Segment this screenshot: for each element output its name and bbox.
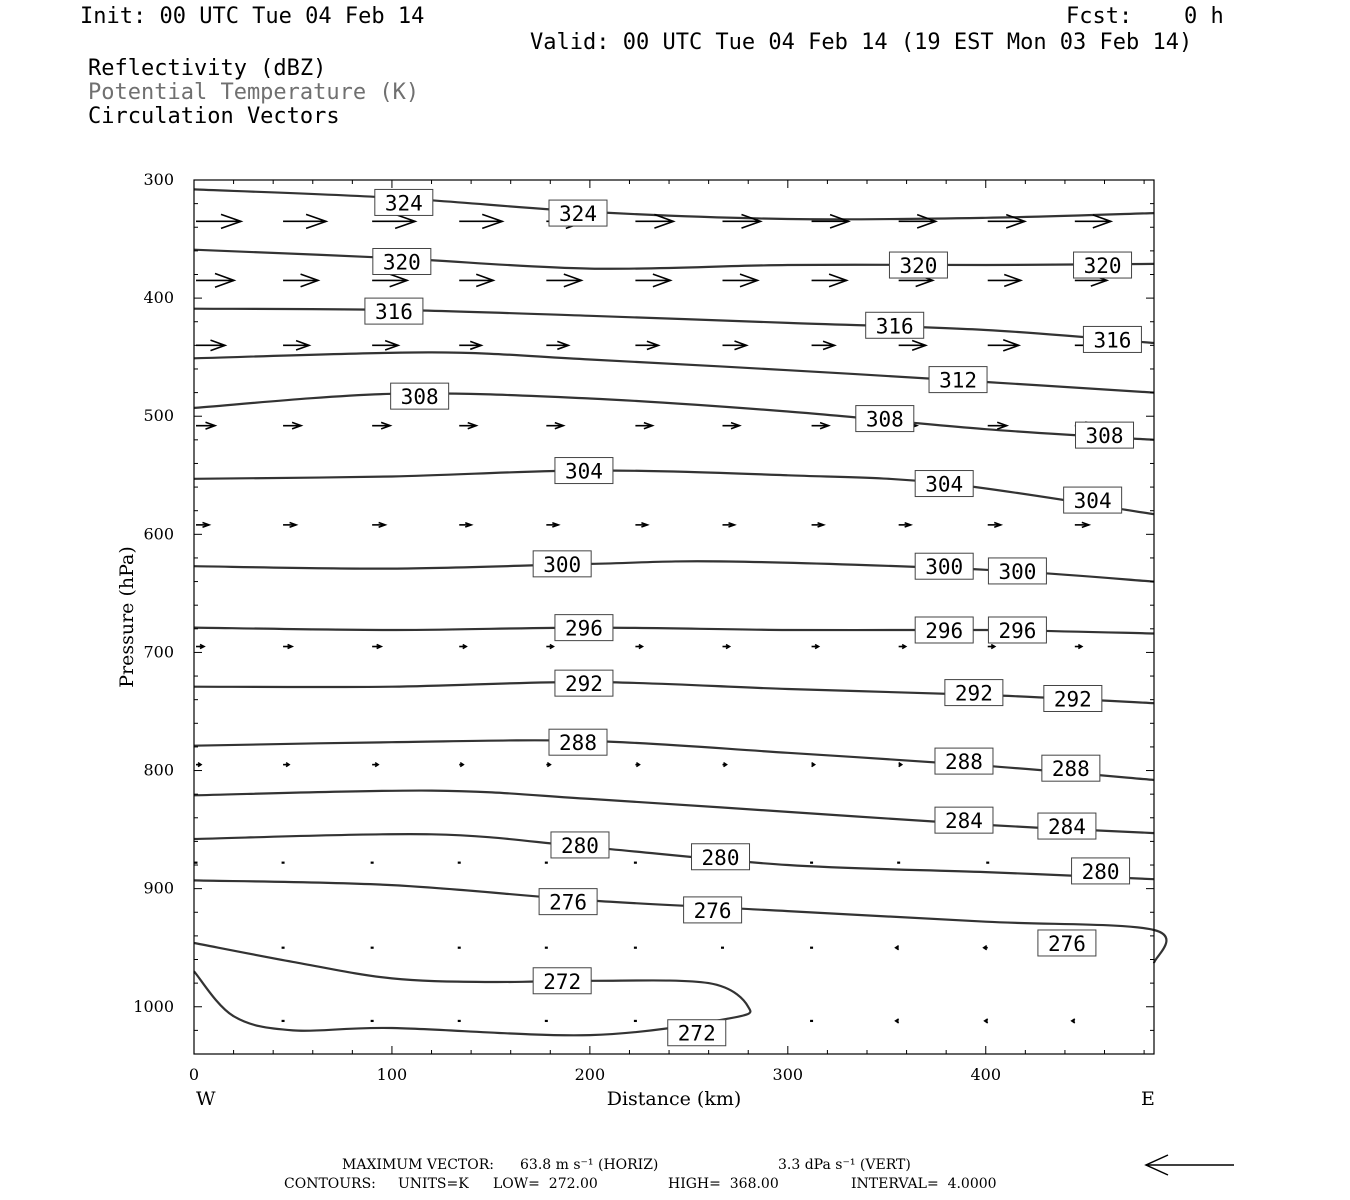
circulation-vector bbox=[635, 341, 658, 349]
circulation-vector bbox=[196, 340, 225, 350]
contour-label-300: 300 bbox=[543, 552, 582, 577]
circulation-vector bbox=[722, 214, 760, 228]
contour-label-288: 288 bbox=[1051, 757, 1090, 782]
contours-interval: INTERVAL= 4.0000 bbox=[851, 1176, 997, 1192]
circulation-vector bbox=[1072, 1019, 1075, 1023]
theta-contours bbox=[194, 189, 1166, 1035]
circulation-vector bbox=[899, 215, 936, 228]
max-vector-label: MAXIMUM VECTOR: bbox=[342, 1157, 494, 1173]
x-tick-label: 200 bbox=[574, 1065, 606, 1084]
circulation-vector bbox=[372, 214, 415, 228]
circulation-vector bbox=[459, 214, 502, 228]
x-axis-title: Distance (km) bbox=[606, 1088, 742, 1110]
theta-contour-308 bbox=[194, 393, 1154, 439]
contour-label-272: 272 bbox=[677, 1021, 716, 1046]
contour-label-316: 316 bbox=[374, 300, 413, 325]
circulation-vector bbox=[196, 422, 215, 429]
circulation-vector bbox=[985, 1019, 988, 1023]
circulation-vector bbox=[635, 423, 652, 429]
contours-label: CONTOURS: bbox=[284, 1176, 376, 1192]
circulation-vector bbox=[635, 645, 642, 649]
circulation-vector bbox=[459, 341, 481, 349]
circulation-vector bbox=[899, 645, 906, 649]
contour-label-284: 284 bbox=[1047, 815, 1086, 840]
circulation-vector bbox=[722, 423, 739, 429]
contour-label-324: 324 bbox=[559, 202, 597, 227]
theta-contour-316 bbox=[194, 309, 1154, 343]
circulation-vector bbox=[899, 763, 902, 767]
forecast-hour: 0 h bbox=[1184, 4, 1224, 29]
circulation-vector bbox=[459, 423, 476, 429]
circulation-vector bbox=[283, 763, 289, 767]
contour-label-280: 280 bbox=[701, 845, 740, 870]
max-vector-horiz: 63.8 m s⁻¹ (HORIZ) bbox=[520, 1157, 659, 1173]
circulation-vector bbox=[196, 523, 209, 528]
contour-label-276: 276 bbox=[1047, 931, 1086, 956]
x-tick-label: 300 bbox=[772, 1065, 804, 1084]
circulation-vector bbox=[635, 763, 639, 767]
circulation-vector bbox=[812, 274, 847, 287]
circulation-vector bbox=[988, 340, 1019, 351]
contour-label-304: 304 bbox=[925, 472, 964, 497]
contour-label-276: 276 bbox=[549, 890, 588, 915]
circulation-vector bbox=[546, 274, 581, 287]
circulation-vector bbox=[896, 946, 899, 950]
contour-label-320: 320 bbox=[899, 254, 938, 279]
circulation-vector bbox=[283, 214, 326, 228]
contour-label-320: 320 bbox=[382, 250, 421, 275]
contour-label-296: 296 bbox=[564, 616, 603, 641]
contour-label-288: 288 bbox=[945, 750, 983, 775]
contour-label-296: 296 bbox=[998, 618, 1037, 643]
circulation-vector bbox=[635, 274, 670, 287]
circulation-vector bbox=[196, 214, 241, 228]
contour-label-276: 276 bbox=[693, 898, 732, 923]
contour-label-304: 304 bbox=[1073, 489, 1112, 514]
contour-label-304: 304 bbox=[564, 459, 603, 484]
circulation-vector bbox=[459, 645, 466, 649]
circulation-vector bbox=[546, 763, 550, 767]
contour-label-288: 288 bbox=[559, 731, 597, 756]
circulation-vector bbox=[283, 523, 296, 528]
circulation-vector bbox=[1075, 522, 1089, 527]
x-tick-label: 100 bbox=[376, 1065, 408, 1084]
theta-contour-288 bbox=[194, 740, 1154, 780]
circulation-vector bbox=[372, 645, 381, 649]
circulation-vector bbox=[546, 645, 553, 649]
y-tick-label: 300 bbox=[143, 170, 174, 189]
circulation-vector bbox=[812, 215, 849, 228]
circulation-vector bbox=[283, 341, 309, 350]
circulation-vector bbox=[812, 341, 835, 349]
circulation-vector bbox=[722, 523, 734, 527]
contour-label-308: 308 bbox=[400, 385, 439, 410]
contour-label-284: 284 bbox=[945, 809, 983, 834]
circulation-vector bbox=[283, 422, 301, 428]
circulation-vector bbox=[812, 523, 824, 527]
circulation-vector bbox=[1075, 215, 1111, 228]
valid-time: Valid: 00 UTC Tue 04 Feb 14 (19 EST Mon 03 Feb 14) bbox=[530, 30, 1193, 55]
contour-label-300: 300 bbox=[925, 555, 964, 580]
circulation-vector bbox=[899, 340, 926, 350]
contours-high: HIGH= 368.00 bbox=[668, 1176, 779, 1192]
circulation-vector bbox=[546, 423, 563, 429]
theta-contour-304 bbox=[194, 470, 1154, 514]
circulation-vector bbox=[722, 274, 757, 287]
circulation-vector bbox=[196, 763, 201, 767]
circulation-vector bbox=[459, 763, 463, 767]
theta-contour-320 bbox=[194, 250, 1154, 269]
max-vector-legend-arrow bbox=[1146, 1155, 1234, 1175]
y-tick-label: 1000 bbox=[133, 996, 174, 1016]
y-tick-label: 500 bbox=[143, 406, 174, 426]
contour-label-280: 280 bbox=[1081, 859, 1120, 884]
field-potential-temperature: Potential Temperature (K) bbox=[88, 80, 420, 105]
circulation-vector bbox=[372, 341, 398, 350]
contour-label-308: 308 bbox=[865, 407, 904, 432]
circulation-vector bbox=[635, 523, 647, 527]
circulation-vector bbox=[988, 422, 1007, 429]
max-vector-vert: 3.3 dPa s⁻¹ (VERT) bbox=[778, 1157, 911, 1173]
contour-label-316: 316 bbox=[875, 314, 914, 339]
circulation-vector bbox=[899, 523, 911, 527]
contour-label-308: 308 bbox=[1085, 424, 1124, 449]
circulation-vector bbox=[812, 423, 829, 429]
theta-contour-312 bbox=[194, 352, 1154, 392]
theta-contour-276 bbox=[194, 880, 1166, 963]
contour-label-312: 312 bbox=[939, 368, 978, 393]
circulation-vector bbox=[988, 523, 1001, 528]
circulation-vector bbox=[459, 274, 493, 286]
circulation-vector bbox=[1075, 645, 1082, 649]
y-tick-label: 900 bbox=[143, 878, 174, 898]
y-tick-label: 800 bbox=[143, 760, 174, 780]
circulation-vector bbox=[459, 523, 471, 527]
circulation-vector bbox=[372, 274, 407, 287]
x-tick-label: 0 bbox=[188, 1065, 200, 1084]
x-axis-west-label: W bbox=[196, 1088, 216, 1110]
contour-labels bbox=[365, 189, 1142, 1045]
theta-contour-324 bbox=[194, 189, 1154, 219]
contour-label-300: 300 bbox=[998, 559, 1037, 584]
circulation-vector bbox=[196, 645, 204, 649]
contours-units: UNITS=K bbox=[398, 1176, 469, 1192]
contour-label-292: 292 bbox=[1053, 687, 1092, 712]
circulation-vector bbox=[988, 645, 995, 649]
theta-contour-284 bbox=[194, 791, 1154, 834]
x-axis-east-label: E bbox=[1141, 1088, 1155, 1110]
circulation-vector bbox=[196, 274, 234, 288]
circulation-vector bbox=[372, 763, 378, 767]
contour-label-292: 292 bbox=[564, 672, 603, 697]
circulation-vector bbox=[722, 645, 729, 649]
circulation-vector bbox=[546, 523, 558, 527]
circulation-vector bbox=[988, 274, 1021, 286]
circulation-vector bbox=[812, 645, 819, 649]
contour-label-324: 324 bbox=[384, 191, 423, 216]
circulation-vector bbox=[722, 763, 726, 767]
circulation-vector bbox=[896, 1019, 899, 1023]
theta-contour-280 bbox=[194, 834, 1154, 879]
circulation-vector bbox=[283, 645, 292, 649]
contour-label-296: 296 bbox=[925, 618, 964, 643]
theta-contour-292 bbox=[194, 682, 1154, 703]
forecast-label: Fcst: bbox=[1066, 4, 1133, 29]
circulation-vector bbox=[812, 763, 815, 767]
circulation-vector bbox=[546, 341, 568, 349]
contour-label-320: 320 bbox=[1083, 254, 1122, 279]
x-tick-label: 400 bbox=[970, 1065, 1002, 1084]
contours-low: LOW= 272.00 bbox=[493, 1176, 598, 1192]
init-time: Init: 00 UTC Tue 04 Feb 14 bbox=[80, 4, 425, 29]
circulation-vector bbox=[372, 523, 385, 528]
field-circulation-vectors: Circulation Vectors bbox=[88, 104, 340, 129]
contour-label-272: 272 bbox=[543, 969, 582, 994]
contour-label-280: 280 bbox=[561, 833, 599, 858]
y-tick-label: 600 bbox=[143, 524, 174, 544]
circulation-vector bbox=[372, 422, 390, 428]
y-tick-label: 400 bbox=[143, 288, 174, 308]
y-tick-label: 700 bbox=[143, 642, 174, 662]
circulation-vector bbox=[283, 274, 318, 287]
contour-label-292: 292 bbox=[954, 681, 993, 706]
circulation-vector bbox=[984, 946, 988, 950]
y-axis-title: Pressure (hPa) bbox=[116, 546, 138, 688]
circulation-vector bbox=[722, 341, 746, 350]
contour-label-316: 316 bbox=[1093, 328, 1132, 353]
theta-contour-272 bbox=[194, 943, 750, 1035]
field-reflectivity: Reflectivity (dBZ) bbox=[88, 56, 327, 81]
